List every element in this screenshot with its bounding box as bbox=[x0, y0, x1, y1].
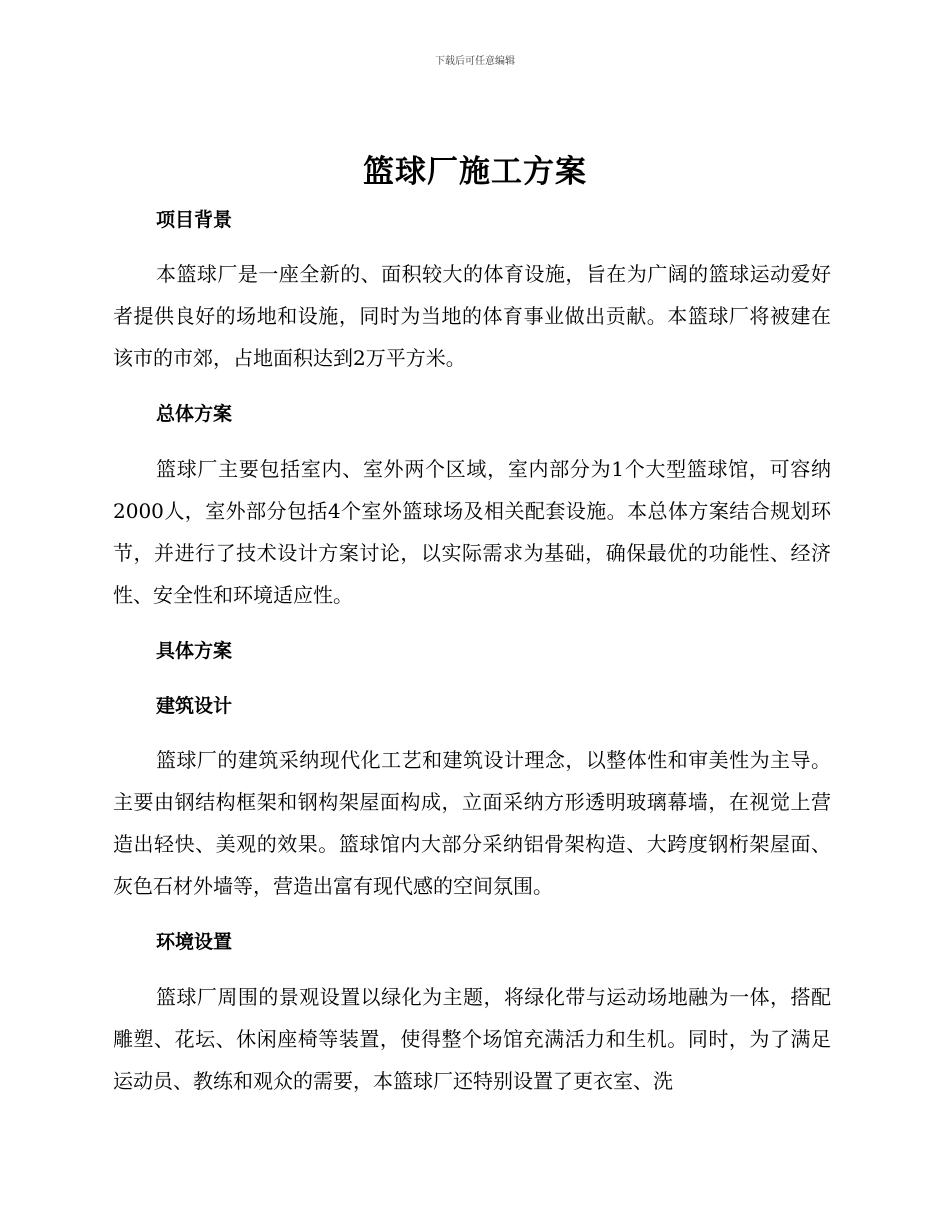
heading-environment: 环境设置 bbox=[156, 931, 233, 953]
heading-overall: 总体方案 bbox=[156, 403, 233, 425]
paragraph-environment: 篮球厂周围的景观设置以绿化为主题，将绿化带与运动场地融为一体，搭配雕塑、花坛、休闲座椅等装置，使得整个场馆充满活力和生机。同时，为了满足运动员、教练和观众的需要，本篮球厂还特别设置了更衣室、洗 bbox=[113, 985, 831, 1093]
heading-background: 项目背景 bbox=[156, 209, 233, 231]
heading-specific: 具体方案 bbox=[156, 640, 233, 662]
paragraph-architecture: 篮球厂的建筑采纳现代化工艺和建筑设计理念，以整体性和审美性为主导。主要由钢结构框架和钢构架屋面构成，立面采纳方形透明玻璃幕墙，在视觉上营造出轻快、美观的效果。篮球馆内大部分采纳铝骨架构造、大跨度钢桁架屋面、灰色石材外墙等，营造出富有现代感的空间氛围。 bbox=[113, 748, 831, 898]
paragraph-overall: 篮球厂主要包括室内、室外两个区域，室内部分为1个大型篮球馆，可容纳2000人，室外部分包括4个室外篮球场及相关配套设施。本总体方案结合规划环节，并进行了技术设计方案讨论，以实际需求为基础，确保最优的功能性、经济性、安全性和环境适应性。 bbox=[113, 457, 831, 607]
heading-architecture: 建筑设计 bbox=[156, 695, 233, 717]
document-title: 篮球厂施工方案 bbox=[363, 154, 587, 190]
header-note: 下载后可任意编辑 bbox=[435, 56, 515, 67]
paragraph-background: 本篮球厂是一座全新的、面积较大的体育设施，旨在为广阔的篮球运动爱好者提供良好的场地和设施，同时为当地的体育事业做出贡献。本篮球厂将被建在该市的市郊，占地面积达到2万平方米。 bbox=[113, 262, 831, 370]
